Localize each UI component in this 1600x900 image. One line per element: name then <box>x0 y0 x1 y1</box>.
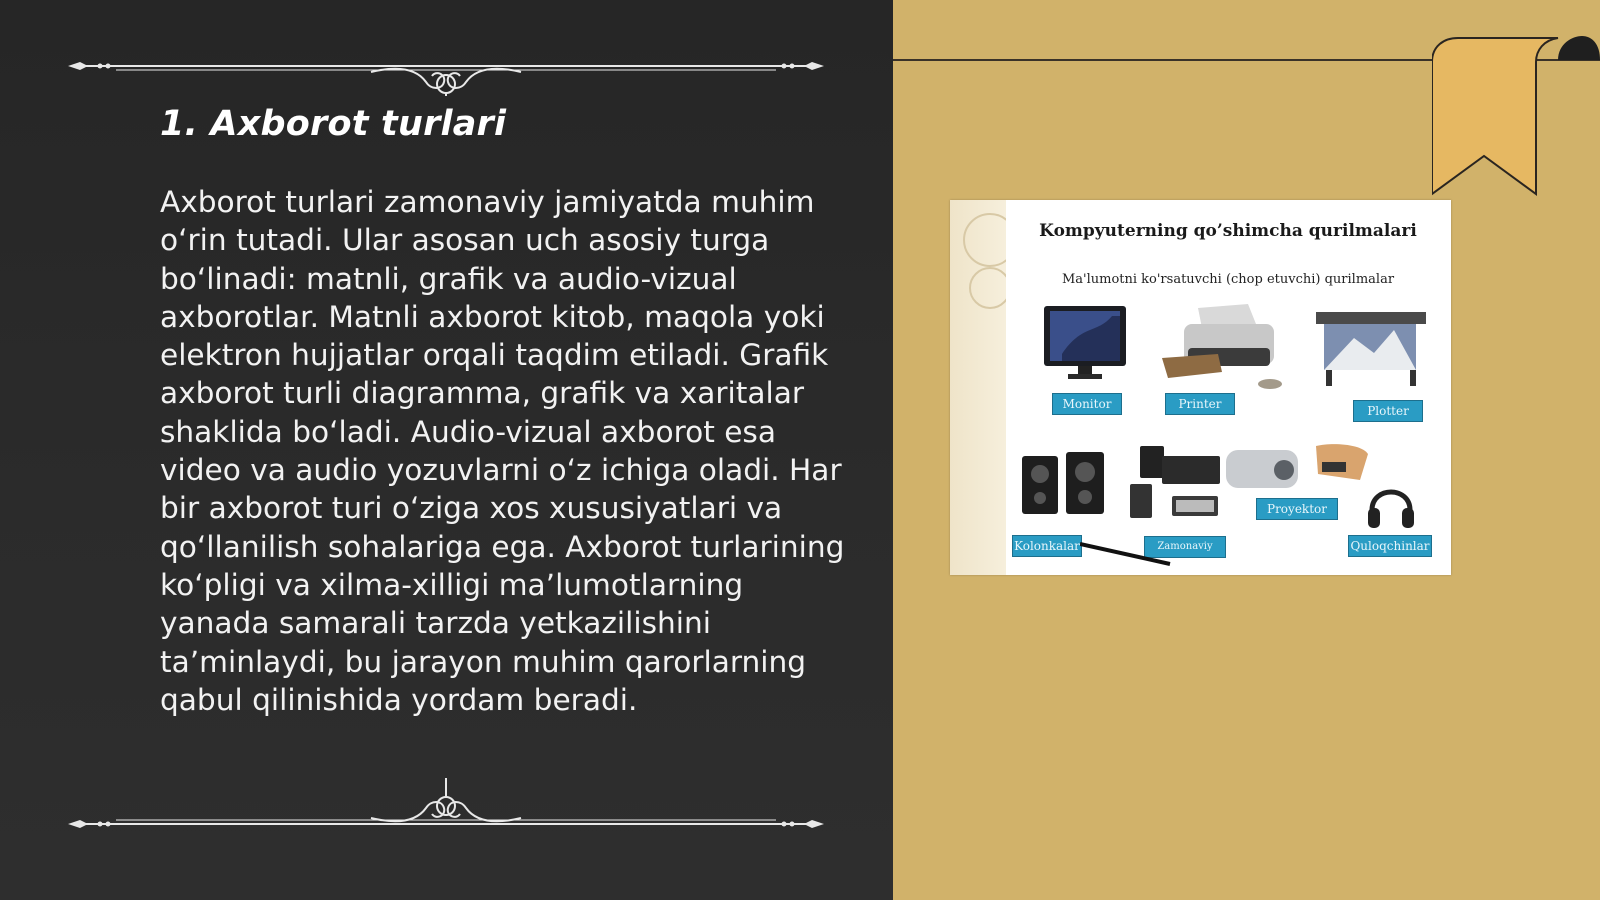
speakers-label: Kolonkalar <box>1012 535 1082 557</box>
plotter-icon <box>1314 308 1428 388</box>
screens-icon <box>1128 444 1226 524</box>
devices-image <box>950 200 1451 575</box>
ornament-divider-bottom-icon <box>66 772 826 832</box>
ornament-divider-top-icon <box>66 36 826 96</box>
headphones-icon <box>1366 478 1416 532</box>
projector-label: Proyektor <box>1256 498 1338 520</box>
slide-body-text: Axborot turlari zamonaviy jamiyatda muhim oʻrin tutadi. Ular asosan uch asosiy turga boʻlinadi: matnli, grafik va audio-vizual axborotlar. Matnli axborot kitob, maqola yoki elektron hujjatlar orqali taqdim etiladi. Grafik axborot turli diagramma, grafik va xaritalar shaklida boʻladi. Audio-vizual axborot esa video va audio yozuvlarni oʻz ichiga oladi. Har bir axborot turi oʻziga xos xususiyatlari va qoʻllanilish sohalariga ega. Axborot turlarining koʻpligi va xilma-xilligi maʼlumotlarning yanada samarali tarzda yetkazilishini taʼminlaydi, bu jarayon muhim qarorlarning qabul qilinishida yordam beradi. <box>160 185 845 717</box>
image-subtitle: Ma'lumotni ko'rsatuvchi (chop etuvchi) qurilmalar <box>1061 272 1395 287</box>
headphones-label: Quloqchinlar <box>1348 535 1432 557</box>
cable-shape <box>1080 540 1180 570</box>
printer-icon <box>1158 298 1284 390</box>
image-title: Kompyuterning qo’shimcha qurilmalari <box>1039 221 1417 241</box>
plotter-label: Plotter <box>1353 400 1423 422</box>
screens-label: Zamonaviy <box>1144 536 1226 558</box>
monitor-icon <box>1042 304 1128 382</box>
printer-label: Printer <box>1165 393 1235 415</box>
projector-icon <box>1222 440 1372 500</box>
bookmark-ribbon-icon <box>1432 34 1600 204</box>
speakers-icon <box>1020 452 1106 516</box>
monitor-label: Monitor <box>1052 393 1122 415</box>
image-decorative-strip <box>950 200 1006 575</box>
slide-title: 1. Axborot turlari <box>160 104 507 144</box>
